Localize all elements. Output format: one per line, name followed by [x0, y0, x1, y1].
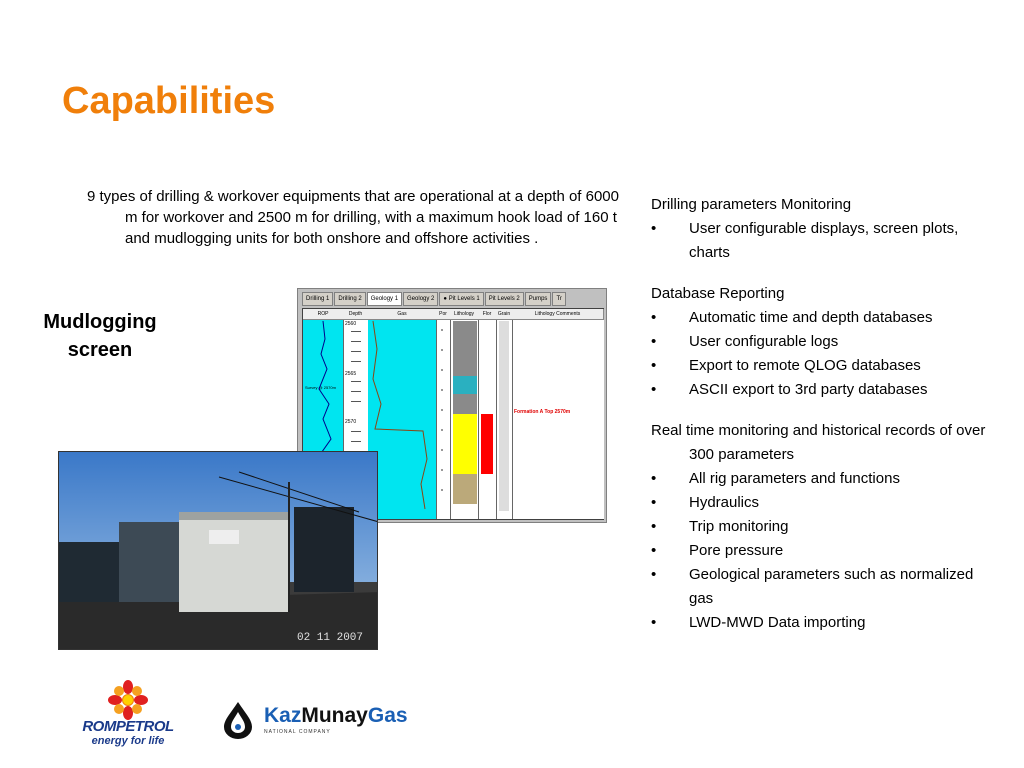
screen-tab: Drilling 1	[302, 292, 333, 306]
kazmunaygas-drop-icon	[220, 700, 256, 740]
screen-tab: Tr	[552, 292, 565, 306]
bullet-item	[651, 354, 1001, 378]
photo-date-stamp: 02 11 2007	[296, 632, 363, 644]
bullet-text: Hydraulics	[689, 494, 760, 511]
col-header-depth: Depth	[343, 309, 369, 320]
bullet-item	[651, 563, 1001, 611]
bullet-text: User configurable displays, screen plots, charts	[689, 220, 963, 261]
screen-tab: Geology 2	[403, 292, 438, 306]
bullet-marker: •	[651, 381, 657, 398]
bullet-marker: •	[651, 518, 657, 535]
rompetrol-wordmark: ROMPETROL	[82, 718, 174, 735]
col-header-comments: Lithology Comments	[512, 309, 604, 320]
bullet-text: Export to remote QLOG databases	[689, 357, 921, 374]
screen-tab-bar	[302, 292, 603, 306]
section-heading: Real time monitoring and historical records of over 300 parameters	[651, 422, 986, 463]
depth-label: 2560	[345, 321, 357, 327]
bullet-item	[651, 330, 1001, 354]
bullet-item	[651, 611, 1001, 635]
col-header-flor: Flor	[478, 309, 497, 320]
kmg-munay: Munay	[301, 704, 368, 727]
rompetrol-logo	[78, 680, 178, 750]
col-header-por: Por	[436, 309, 451, 320]
kazmunaygas-wordmark	[264, 704, 408, 728]
bullet-text: User configurable logs	[689, 333, 839, 350]
bullet-text: All rig parameters and functions	[689, 470, 900, 487]
bullet-marker: •	[651, 494, 657, 511]
screen-tab: ● Pit Levels 1	[439, 292, 483, 306]
kmg-gas: Gas	[367, 704, 408, 727]
slide-title: Capabilities	[62, 80, 276, 122]
section-heading: Drilling parameters Monitoring	[651, 196, 852, 213]
bullet-item	[651, 378, 1001, 402]
bullet-marker: •	[651, 309, 657, 326]
col-header-lithology: Lithology	[450, 309, 479, 320]
capabilities-list	[651, 193, 1001, 652]
rig-site-picture	[59, 452, 378, 650]
kmg-kaz: Kaz	[264, 704, 302, 727]
bullet-marker: •	[651, 357, 657, 374]
bullet-item	[651, 306, 1001, 330]
bullet-marker: •	[651, 333, 657, 350]
col-header-grain: Grain	[496, 309, 513, 320]
bullet-text: Trip monitoring	[689, 518, 789, 535]
rompetrol-tagline: energy for life	[91, 735, 165, 747]
rompetrol-flower-icon	[78, 680, 178, 720]
bullet-text: Automatic time and depth databases	[689, 309, 933, 326]
kazmunaygas-subtitle: NATIONAL COMPANY	[264, 729, 331, 735]
bullet-marker: •	[651, 220, 657, 237]
screen-tab: Pit Levels 2	[485, 292, 524, 306]
bullet-marker: •	[651, 614, 657, 631]
screen-tab-active: Geology 1	[367, 292, 402, 306]
bullet-text: LWD-MWD Data importing	[689, 614, 866, 631]
formation-label: Formation A Top 2570m	[514, 409, 571, 415]
bullet-text: Pore pressure	[689, 542, 784, 559]
bullet-text: Geological parameters such as normalized gas	[689, 566, 995, 607]
mudlogging-screen-caption	[30, 308, 170, 364]
depth-label: 2570	[345, 419, 357, 425]
kazmunaygas-logo	[220, 700, 450, 745]
screen-tab: Pumps	[525, 292, 552, 306]
col-header-rop: ROP	[303, 309, 344, 320]
screen-tab: Drilling 2	[334, 292, 365, 306]
mudlogging-caption-line-2: screen	[67, 339, 133, 361]
bullet-item	[651, 539, 1001, 563]
mudlogging-caption-line-1: Mudlogging	[43, 311, 157, 333]
bullet-text: ASCII export to 3rd party databases	[689, 381, 928, 398]
bullet-marker: •	[651, 566, 657, 583]
bullet-marker: •	[651, 470, 657, 487]
bullet-marker: •	[651, 542, 657, 559]
depth-label: 2565	[345, 371, 357, 377]
intro-paragraph: 9 types of drilling & workover equipments that are operational at a depth of 6000 m for workover and 2500 m for drilling, with a maximum hook load of 160 t and mudlogging units for both onshore and offshore activities .	[87, 188, 619, 247]
bullet-item	[651, 515, 1001, 539]
mudlogging-unit-photo	[58, 451, 378, 650]
bullet-item	[651, 491, 1001, 515]
capability-section	[651, 282, 1001, 402]
section-heading: Database Reporting	[651, 285, 785, 302]
col-header-gas: Gas	[368, 309, 437, 320]
capability-section	[651, 419, 1001, 635]
bullet-item	[651, 467, 1001, 491]
bullet-item	[651, 217, 1001, 265]
capability-section	[651, 193, 1001, 265]
survey-label: Survey @ 2570m	[305, 385, 336, 390]
